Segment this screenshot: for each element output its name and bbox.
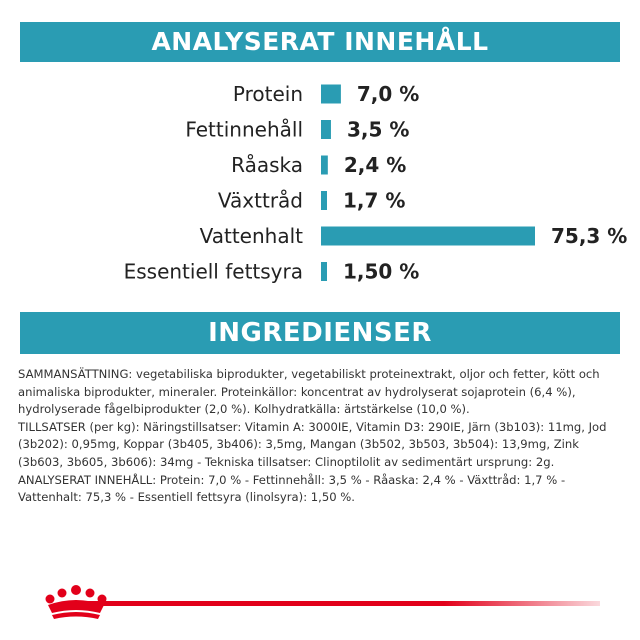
analysis-header: ANALYSERAT INNEHÅLL: [20, 22, 620, 62]
value-label: 3,5 %: [346, 117, 410, 142]
value-label: 1,7 %: [343, 188, 406, 213]
category-label: Växttråd: [217, 188, 303, 213]
bar: [321, 156, 328, 175]
bar: [321, 262, 327, 281]
bar: [321, 85, 341, 104]
nutrient-bar-chart: [0, 70, 640, 290]
additives-paragraph: TILLSATSER (per kg): Näringstillsatser: Vitamin A: 3000IE, Vitamin D3: 290IE, Järn (3b103): 11mg, Jod (3b202): 0,95mg, Koppar (3b405, 3b406): 3,5mg, Mangan (3b502, 3b503, 3b504): 13,9mg, Zink (3b603, 3b605, 3b606): 34mg - Tekniska tillsatser: Clinoptilolit av sedimentärt ursprung: 2g.: [18, 419, 607, 469]
bar: [321, 227, 535, 246]
bar: [321, 120, 331, 139]
value-label: 1,50 %: [343, 259, 420, 284]
footer-red-line: [80, 601, 600, 606]
composition-paragraph: SAMMANSÄTTNING: vegetabiliska biprodukter, vegetabiliskt proteinextrakt, oljor och fetter, kött och animaliska biprodukter, mineraler. Proteinkällor: koncentrat av hydrolyserat sojaprotein (6,4 %), hydrolyserade fågelbiprodukter (2,0 %). Kolhydratkälla: ärtstärkelse (10,0 %).: [18, 367, 600, 417]
value-label: 2,4 %: [343, 153, 407, 177]
bar: [321, 191, 327, 210]
category-label: Råaska: [231, 153, 303, 177]
ingredients-text: [18, 366, 622, 507]
category-label: Essentiell fettsyra: [123, 259, 303, 284]
value-label: 7,0 %: [356, 82, 420, 106]
category-label: Fettinnehåll: [185, 117, 303, 142]
ingredients-header: INGREDIENSER: [20, 312, 620, 354]
category-label: Vattenhalt: [199, 224, 303, 248]
category-label: Protein: [232, 82, 303, 106]
value-label: 75,3 %: [551, 224, 628, 248]
analysis-paragraph: ANALYSERAT INNEHÅLL: Protein: 7,0 % - Fettinnehåll: 3,5 % - Råaska: 2,4 % - Växttråd: 1,7 % - Vattenhalt: 75,3 % - Essentiell fettsyra (linolsyra): 1,50 %.: [18, 472, 566, 505]
crown-icon: [40, 583, 112, 623]
